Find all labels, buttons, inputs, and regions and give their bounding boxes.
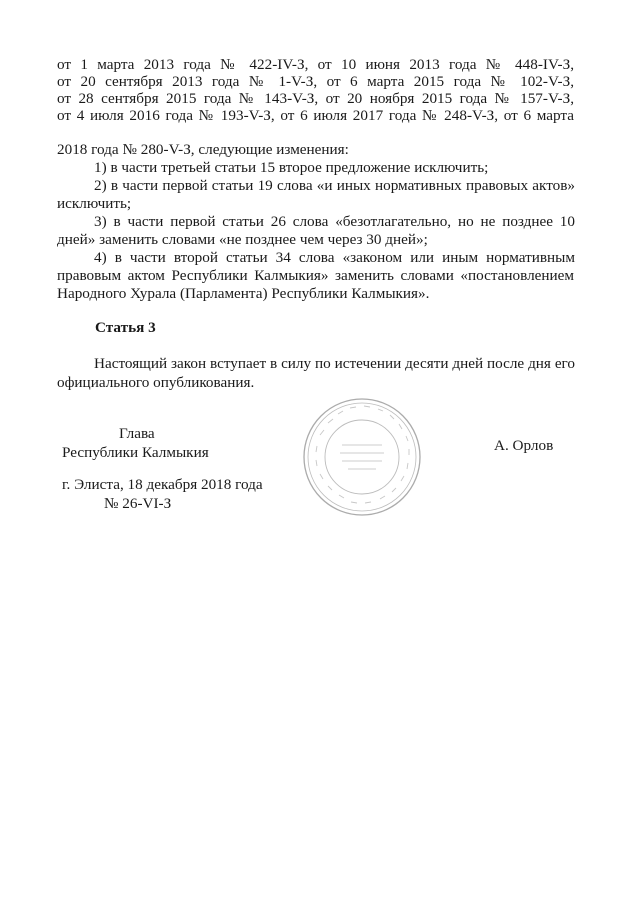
amendment-item-3: 3) в части первой статьи 26 слова «безотлагательно, но не позднее 10 [94,213,575,230]
signatory-region: Республики Калмыкия [62,444,209,461]
amendment-text-line: от 1 марта 2013 года № 422-IV-З, от 10 июня 2013 года № 448-IV-З, [57,56,574,73]
article-text-line: Настоящий закон вступает в силу по истечении десяти дней после дня его [94,355,575,372]
amendment-item-1: 1) в части третьей статьи 15 второе предложение исключить; [94,159,489,176]
article-heading: Статья 3 [95,319,156,336]
amendment-item-4-cont: правовым актом Республики Калмыкия» заменить словами «постановлением [57,267,574,284]
amendment-item-2: 2) в части первой статьи 19 слова «и иных нормативных правовых актов» [94,177,575,194]
signing-date: г. Элиста, 18 декабря 2018 года [62,476,263,493]
official-stamp-seal [300,395,424,519]
amendment-text-line: от 4 июля 2016 года № 193-V-З, от 6 июля 2017 года № 248-V-З, от 6 марта [57,107,574,124]
signatory-name: А. Орлов [494,437,554,454]
article-text-line: официального опубликования. [57,374,255,391]
amendment-item-2-cont: исключить; [57,195,132,212]
amendment-item-3-cont: дней» заменить словами «не позднее чем через 30 дней»; [57,231,428,248]
amendment-text-line: от 28 сентября 2015 года № 143-V-З, от 20 ноября 2015 года № 157-V-З, [57,90,574,107]
signatory-title: Глава [119,425,155,442]
amendment-item-4-cont: Народного Хурала (Парламента) Республики Калмыкия». [57,285,430,302]
amendment-text-line: 2018 года № 280-V-З, следующие изменения: [57,141,349,158]
amendment-text-line: от 20 сентября 2013 года № 1-V-З, от 6 марта 2015 года № 102-V-З, [57,73,574,90]
law-number: № 26-VI-З [104,495,172,512]
amendment-item-4: 4) в части второй статьи 34 слова «законом или иным нормативным [94,249,575,266]
